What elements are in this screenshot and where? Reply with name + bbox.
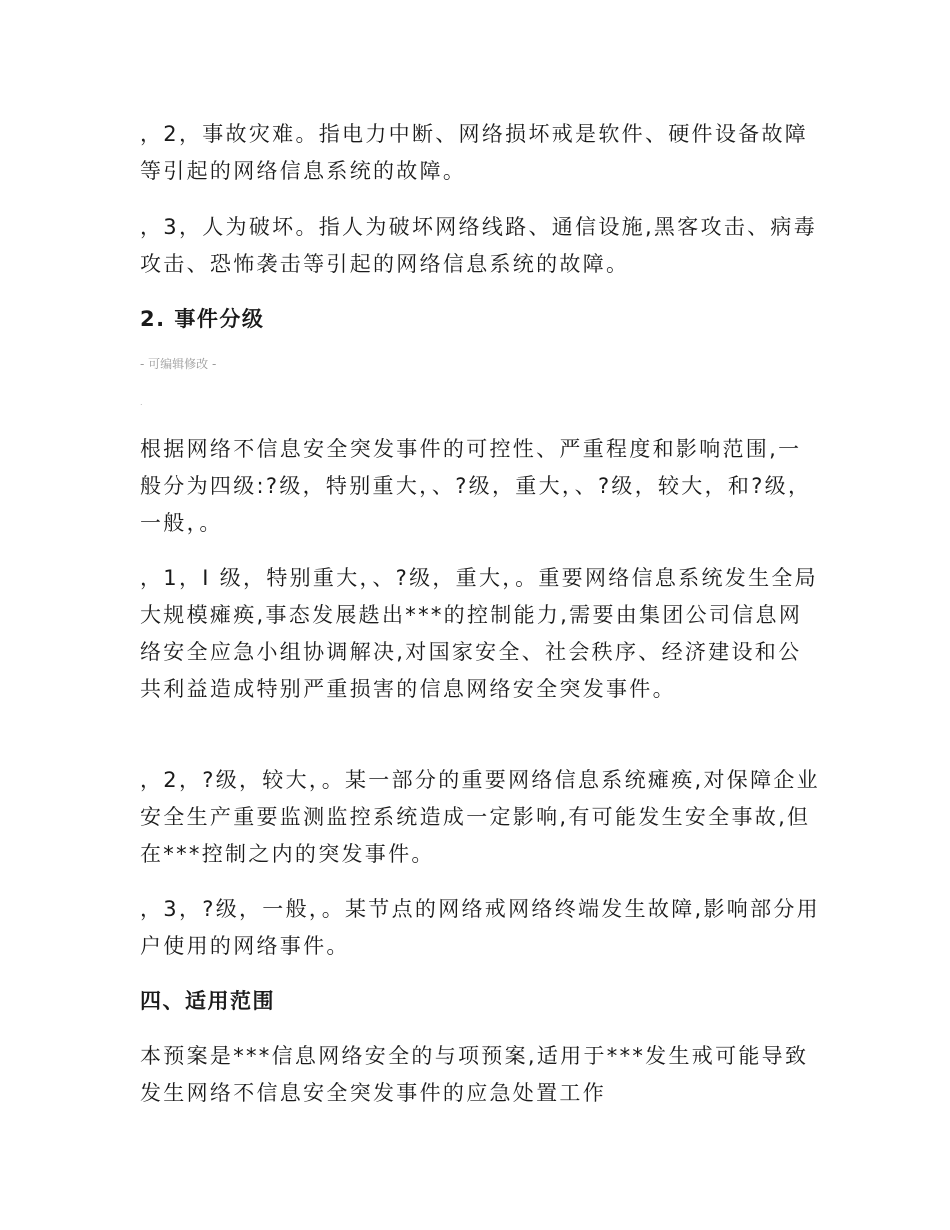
paragraph-level-1: ，1，I 级，特别重大，、?级，重大，。重要网络信息系统发生全局大规模瘫痪,事态发展趃出***的控制能力,需要由集团公司信息网络安全应急小组协调解决,对国家安全、社会秩序、经济建设和公共利益造成特别严重损害的信息网络安全突发事件。 — [140, 566, 818, 701]
paragraph-scope: 本预案是***信息网络安全的与项预案,适用于***发生戒可能导致发生网络不信息安全突发事件的应急处置工作 — [140, 1044, 809, 1105]
section-heading-scope: 四、适用范围 — [140, 989, 275, 1013]
dot-mark: . — [140, 398, 143, 407]
paragraph-human-damage: ，3，人为破坏。指人为破坏网络线路、通信设施,黑客攻击、病毒攻击、恐怖袭击等引起的网络信息系统的故障。 — [140, 215, 818, 276]
paragraph-level-4: ，3，?级，一般，。某节点的网络戒网络终端发生故障,影响部分用户使用的网络事件。 — [140, 897, 820, 958]
paragraph-grading-intro: 根据网络不信息安全突发事件的可控性、严重程度和影响范围,一般分为四级:?级，特别重大，、?级，重大，、?级，较大，和?级，一般，。 — [140, 437, 812, 535]
paragraph-level-3: ，2，?级，较大，。某一部分的重要网络信息系统瘫痪,对保障企业安全生产重要监测监控系统造成一定影响,有可能发生安全事故,但在***控制之内的突发事件。 — [140, 768, 820, 866]
section-heading-event-grading: 2. 事件分级 — [140, 307, 265, 331]
editable-note: - 可编辑修改 - — [140, 357, 217, 371]
paragraph-accident-disaster: ，2，事故灾难。指电力中断、网络损坏戒是软件、硬件设备故障等引起的网络信息系统的故障。 — [140, 122, 809, 183]
